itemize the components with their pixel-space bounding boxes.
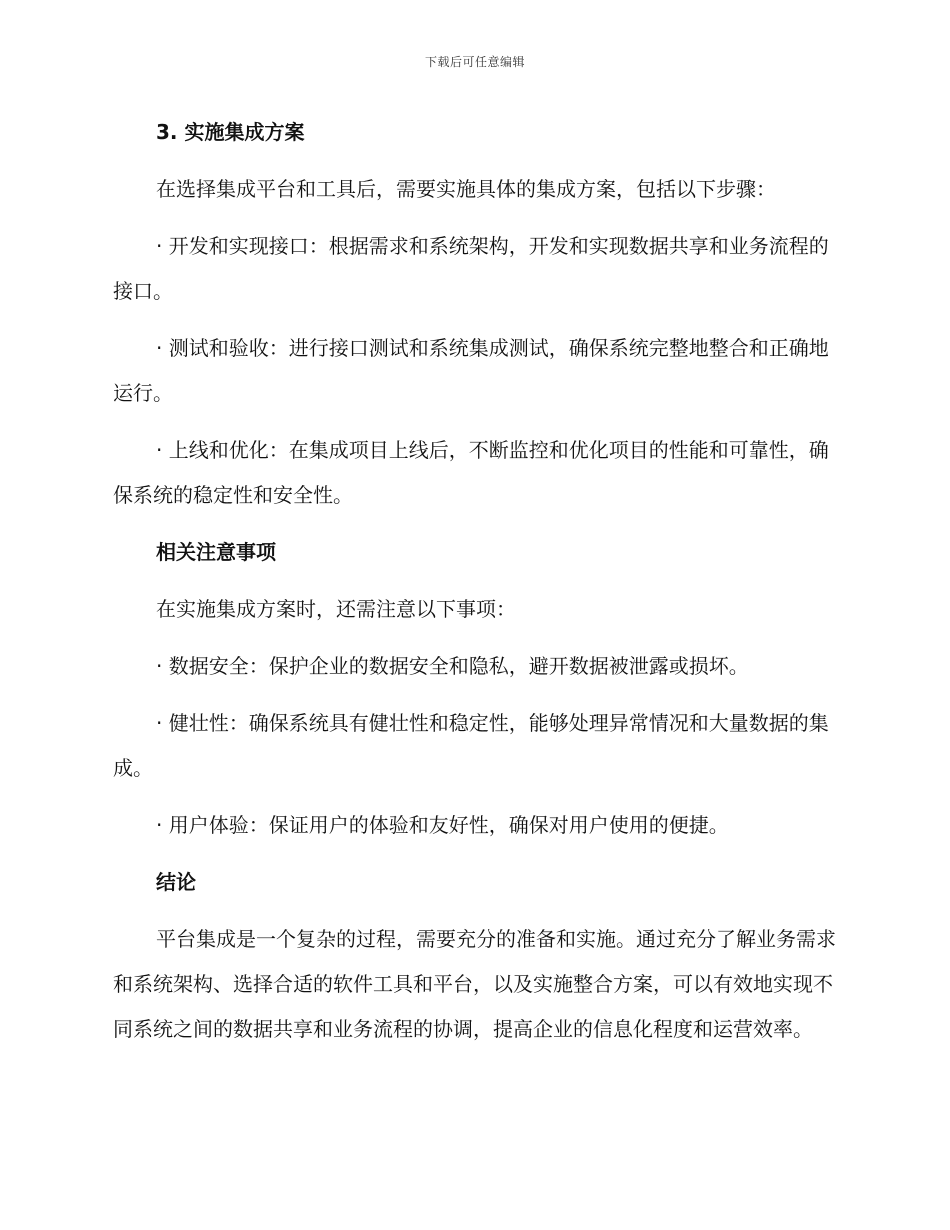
section-heading-implementation: 3. 实施集成方案 [156,120,305,144]
page-header: 下载后可任意编辑 [424,55,525,69]
bullet-item-test-acceptance: · 测试和验收：进行接口测试和系统集成测试，确保系统完整地整合和正确地运行。 [113,336,829,405]
bullet-item-user-experience: · 用户体验：保证用户的体验和友好性，确保对用户使用的便捷。 [156,813,729,837]
bullet-item-develop-interface: · 开发和实现接口：根据需求和系统架构，开发和实现数据共享和业务流程的接口。 [113,234,829,303]
section-intro-paragraph: 在选择集成平台和工具后，需要实施具体的集成方案，包括以下步骤： [156,177,776,201]
bullet-item-launch-optimize: · 上线和优化：在集成项目上线后，不断监控和优化项目的性能和可靠性，确保系统的稳定性和安全性。 [113,438,829,507]
document-body [113,110,838,1064]
conclusion-paragraph: 平台集成是一个复杂的过程，需要充分的准备和实施。通过充分了解业务需求和系统架构、选择合适的软件工具和平台，以及实施整合方案，可以有效地实现不同系统之间的数据共享和业务流程的协调，提高企业的信息化程度和运营效率。 [113,927,836,1041]
section-heading-notes: 相关注意事项 [156,540,276,564]
bullet-item-robustness: · 健壮性：确保系统具有健壮性和稳定性，能够处理异常情况和大量数据的集成。 [113,711,829,780]
section-heading-conclusion: 结论 [156,870,196,894]
notes-intro-paragraph: 在实施集成方案时，还需注意以下事项： [156,597,516,621]
bullet-item-data-security: · 数据安全：保护企业的数据安全和隐私，避开数据被泄露或损坏。 [156,654,749,678]
